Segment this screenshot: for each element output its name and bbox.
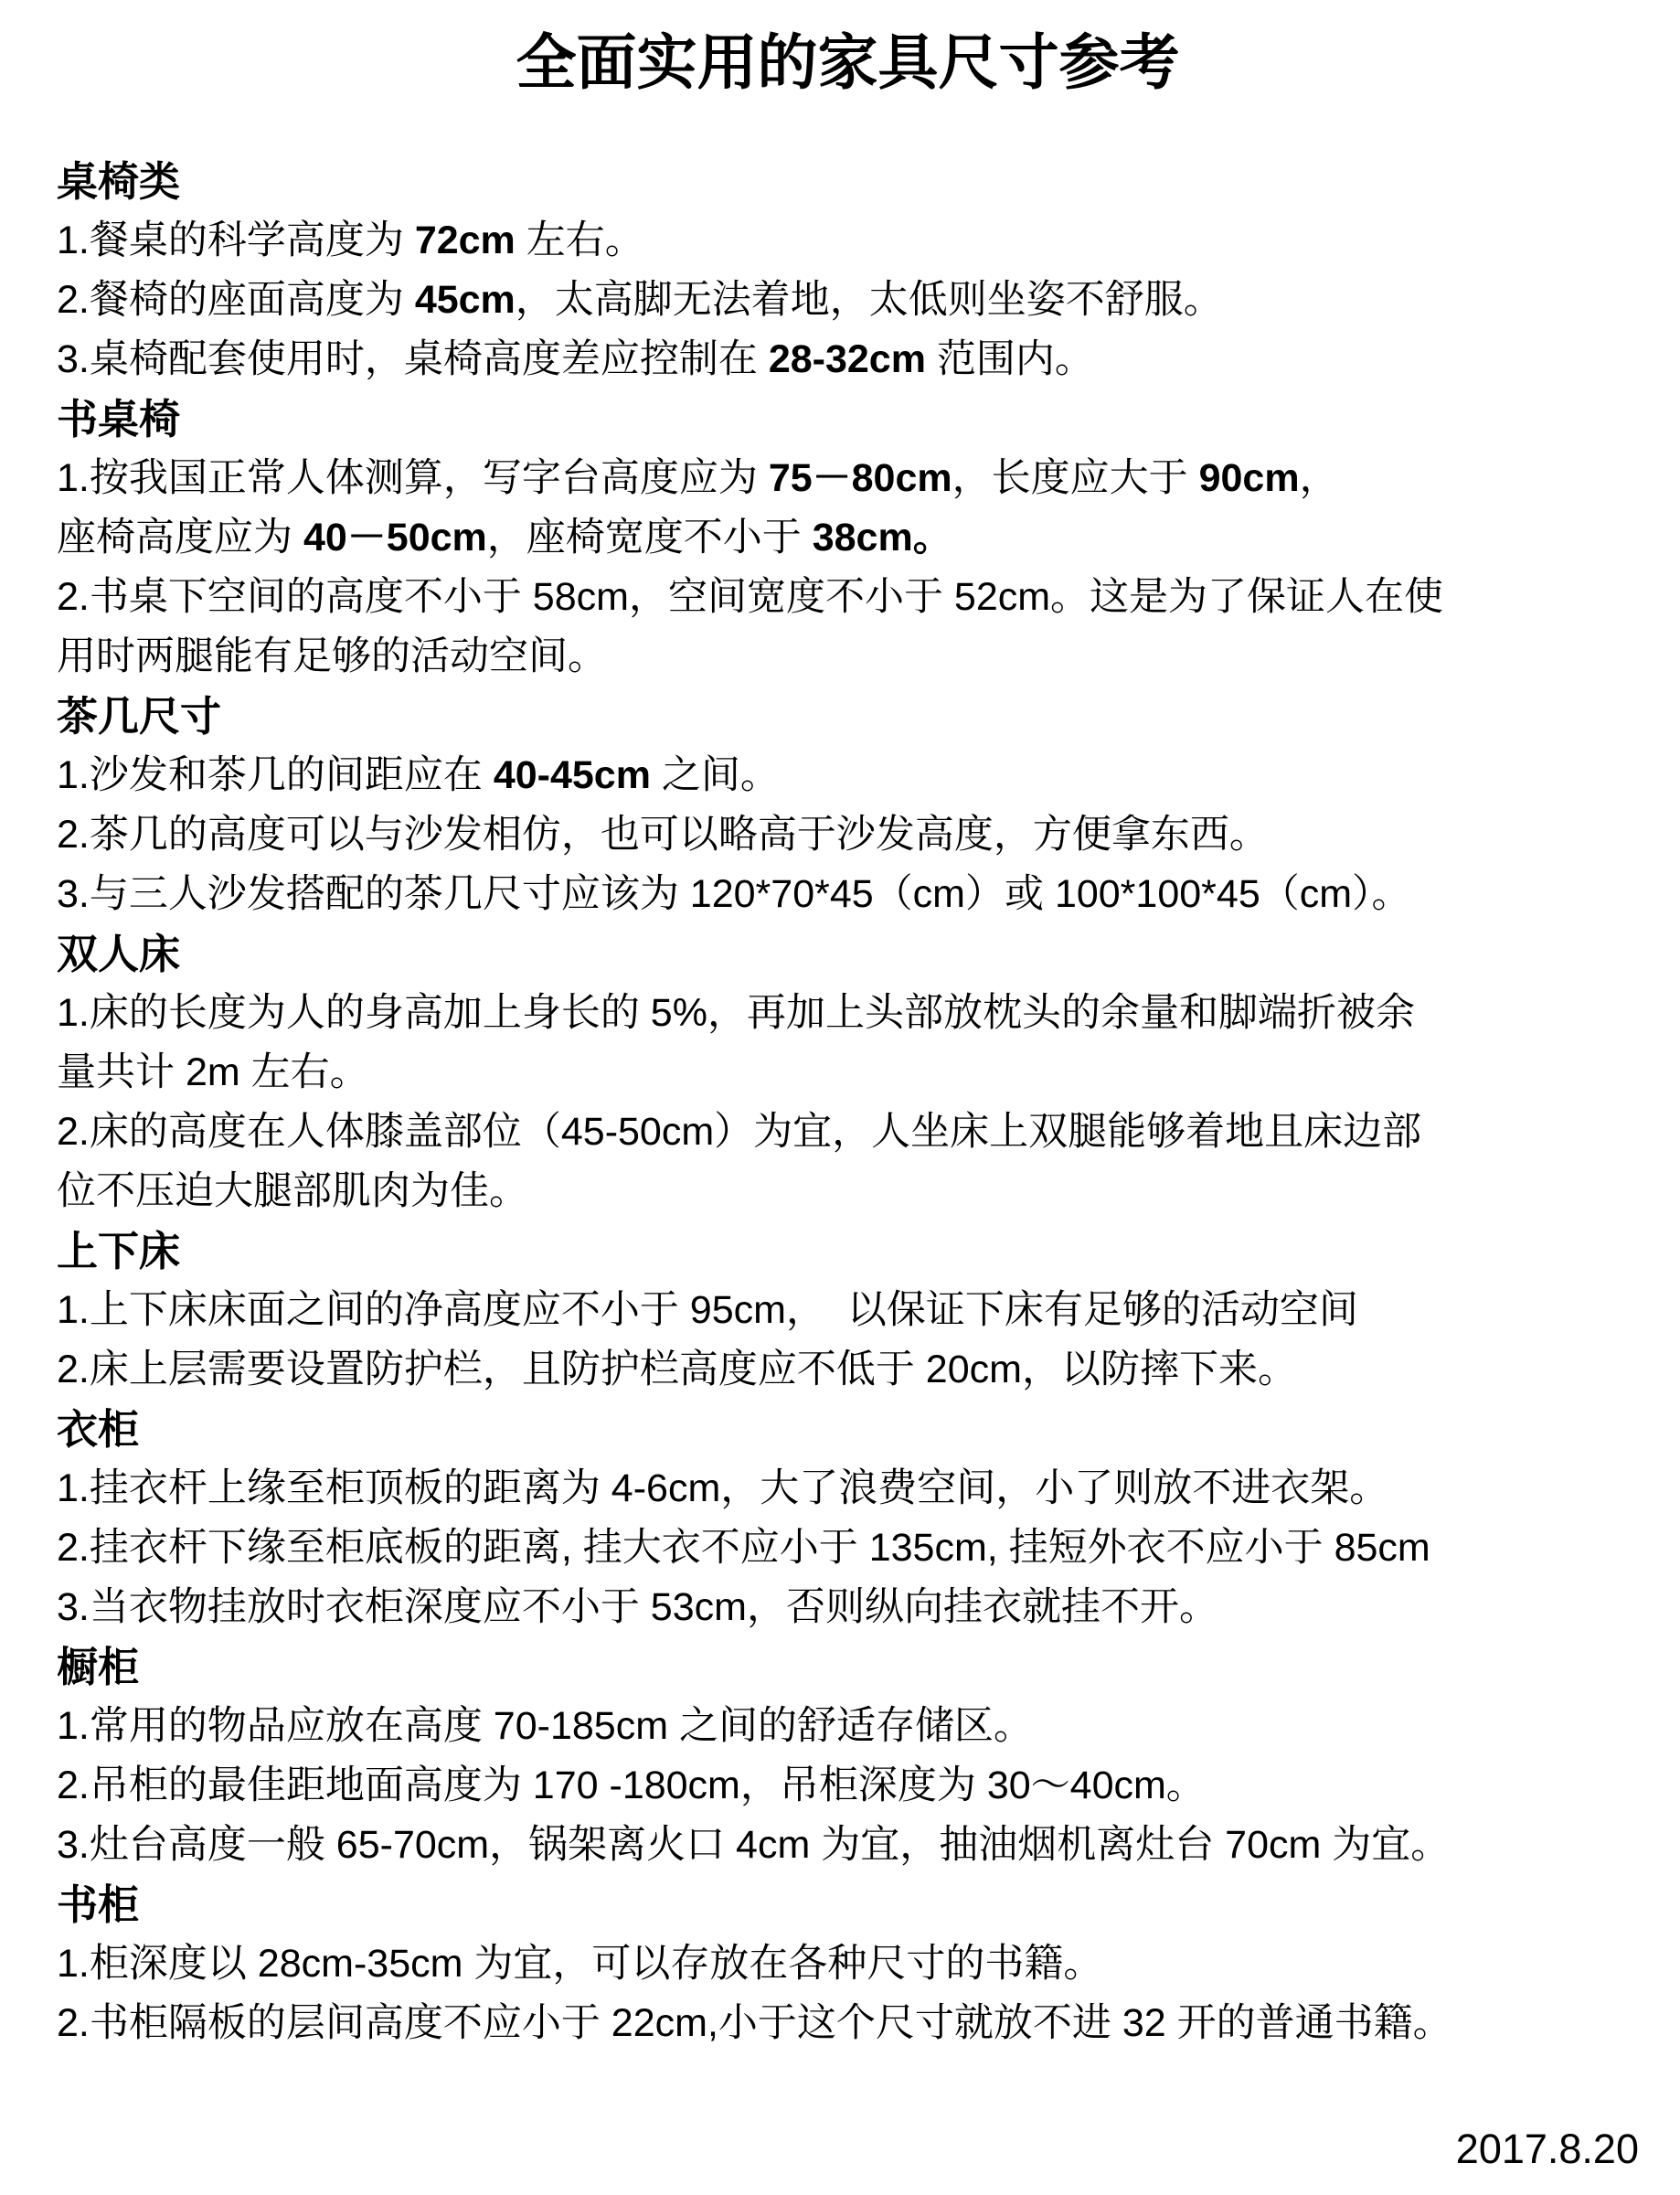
list-item-line [57, 1756, 1639, 1816]
text-run: 范围内。 [925, 337, 1094, 381]
list-item-line [57, 1281, 1639, 1340]
list-item-line [57, 211, 1639, 271]
list-item-line [57, 746, 1639, 805]
text-run: 左右。 [515, 218, 644, 262]
text-run: 2.茶几的高度可以与沙发相仿，也可以略高于沙发高度，方便拿东西。 [57, 813, 1269, 857]
list-item-line [57, 330, 1639, 389]
text-run: 3.与三人沙发搭配的茶几尺寸应该为 120*70*45（cm）或 100*100*45（cm）。 [57, 872, 1411, 916]
page-title: 全面实用的家具尺寸参考 [516, 28, 1180, 96]
list-item-line [57, 1340, 1639, 1400]
text-run: 72cm [414, 218, 516, 262]
section-heading: 桌椅类 [57, 158, 181, 205]
section-heading: 书柜 [57, 1881, 140, 1928]
text-run: ，太高脚无法着地，太低则坐姿不舒服。 [515, 278, 1223, 322]
text-run: 90cm [1198, 456, 1300, 500]
list-item-line [57, 271, 1639, 330]
text-run: 38cm。 [812, 516, 952, 559]
text-run: 2.挂衣杆下缘至柜底板的距离, 挂大衣不应小于 135cm, 挂短外衣不应小于 85cm [57, 1526, 1430, 1570]
text-run: 40－50cm [303, 516, 487, 559]
list-item-line [57, 1816, 1639, 1875]
text-run: 用时两腿能有足够的活动空间。 [57, 634, 607, 678]
text-run: 2.书柜隔板的层间高度不应小于 22cm,小于这个尺寸就放不进 32 开的普通书籍。 [57, 2001, 1452, 2045]
list-item-line [57, 1697, 1639, 1756]
section-heading: 衣柜 [57, 1406, 140, 1453]
text-run: 28-32cm [768, 337, 926, 381]
text-run: 45cm [414, 278, 516, 322]
list-item-line [57, 805, 1639, 865]
text-run: 3.桌椅配套使用时，桌椅高度差应控制在 [57, 337, 769, 381]
section-heading: 双人床 [57, 931, 181, 977]
text-run: 2.床的高度在人体膝盖部位（45-50cm）为宜，人坐床上双腿能够着地且床边部 [57, 1110, 1422, 1154]
list-item-line [57, 1162, 1639, 1221]
text-run: 40-45cm [493, 753, 651, 797]
text-run: 1.常用的物品应放在高度 70-185cm 之间的舒适存储区。 [57, 1704, 1033, 1748]
text-run: 1.柜深度以 28cm-35cm 为宜，可以存放在各种尺寸的书籍。 [57, 1942, 1103, 1986]
text-run: 1.床的长度为人的身高加上身长的 5%，再加上头部放枕头的余量和脚端折被余 [57, 991, 1415, 1035]
list-item-line [57, 1934, 1639, 1994]
text-run: 2.书桌下空间的高度不小于 58cm，空间宽度不小于 52cm。这是为了保证人在使 [57, 575, 1444, 619]
list-item-line [57, 1518, 1639, 1578]
list-item-line [57, 1994, 1639, 2053]
text-run: 1.按我国正常人体测算，写字台高度应为 [57, 456, 769, 500]
text-run: 75－80cm [768, 456, 952, 500]
list-item-line [57, 1043, 1639, 1103]
text-run: 2.餐椅的座面高度为 [57, 278, 415, 322]
text-run: 位不压迫大腿部肌肉为佳。 [57, 1169, 528, 1213]
section-heading: 书桌椅 [57, 396, 181, 442]
list-item-line [57, 627, 1639, 687]
text-run: 1.挂衣杆上缘至柜顶板的距离为 4-6cm，大了浪费空间，小了则放不进衣架。 [57, 1466, 1389, 1510]
list-item-line [57, 1103, 1639, 1162]
text-run: 2.床上层需要设置防护栏，且防护栏高度应不低于 20cm，以防摔下来。 [57, 1348, 1297, 1391]
text-run: 2.吊柜的最佳距地面高度为 170 -180cm，吊柜深度为 30～40cm。 [57, 1763, 1206, 1807]
text-run: 1.沙发和茶几的间距应在 [57, 753, 494, 797]
text-run: 3.灶台高度一般 65-70cm，锅架离火口 4cm 为宜，抽油烟机离灶台 70cm 为宜。 [57, 1823, 1451, 1867]
text-run: 1.餐桌的科学高度为 [57, 218, 415, 262]
text-run: 1.上下床床面之间的净高度应不小于 95cm， 以保证下床有足够的活动空间 [57, 1288, 1358, 1332]
list-item-line [57, 449, 1639, 508]
list-item-line [57, 508, 1639, 568]
text-run: ，座椅宽度不小于 [486, 516, 813, 559]
list-item-line [57, 1578, 1639, 1637]
text-run: 之间。 [650, 753, 780, 797]
text-run: ， [1299, 456, 1339, 500]
document-date: 2017.8.20 [1455, 2126, 1639, 2172]
section-heading: 橱柜 [57, 1644, 140, 1690]
text-run: 量共计 2m 左右。 [57, 1050, 369, 1094]
document-body [57, 152, 1639, 2053]
section-heading: 茶几尺寸 [57, 693, 222, 740]
list-item-line [57, 984, 1639, 1043]
section-heading: 上下床 [57, 1228, 181, 1274]
list-item-line [57, 865, 1639, 924]
text-run: 座椅高度应为 [57, 516, 303, 559]
list-item-line [57, 568, 1639, 627]
list-item-line [57, 1459, 1639, 1518]
text-run: 3.当衣物挂放时衣柜深度应不小于 53cm，否则纵向挂衣就挂不开。 [57, 1585, 1218, 1629]
text-run: ，长度应大于 [952, 456, 1199, 500]
